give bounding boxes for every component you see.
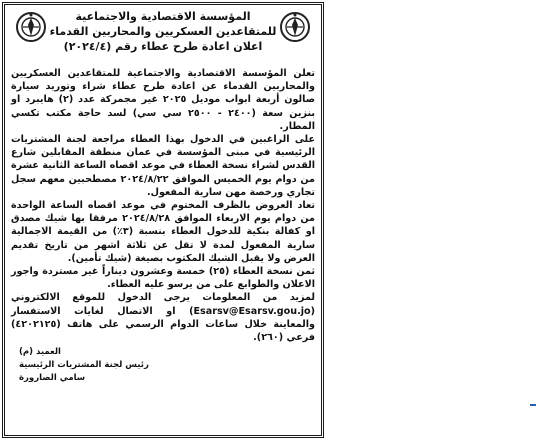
signature-role: رئيس لجنة المشتريات الرئيسية	[19, 360, 149, 371]
paragraph-price: ثمن نسخة العطاء (٢٥) خمسة وعشرون ديناراً غير مستردة واجور الاعلان والطوابع على من يرسو عليه العطاء.	[11, 266, 316, 291]
emblem-icon	[15, 11, 47, 43]
tender-title: اعلان اعادة طرح عطاء رقم (٢٠٢٤/٤)	[63, 40, 263, 53]
org-subtitle: للمتقاعدين العسكريين والمحاربين القدماء	[49, 25, 277, 38]
emblem-icon	[279, 11, 311, 43]
paragraph-submission: تعاد العروض بالظرف المختوم في موعد اقصاه الساعة الواحدة من دوام يوم الاربعاء الموافق ٢٠٢٤/٨/٢٨ مرفقا بها شيك مصدق او كفالة بنكية للدخول العطاء بنسبة (٣٪) من القيمة الاجمالية سارية المفعول لمدة لا تقل عن ثلاثة اشهر من تاريخ تقديم العرض ولا يقبل الشيك المكتوب بصيغة (شيك تأمين).	[11, 200, 315, 264]
signature-rank: العميد (م)	[19, 347, 61, 358]
paragraph-announcement: تعلن المؤسسة الاقتصادية والاجتماعية للمتقاعدين العسكريين والمحاربين القدماء عن اعادة طرح عطاء شراء وتوريد سيارة صالون أربعة ابواب موديل ٢٠٢٥ غير مجمركة عدد (٢) هايبرد او بنزين سعة (٢٤٠٠ - ٢٥٠٠ سي سي) لسد حاجة مكتب تكسي المطار.	[11, 68, 315, 132]
corner-mark	[530, 404, 536, 406]
ad-body	[11, 67, 315, 344]
ad-header	[11, 9, 315, 67]
signature-block	[11, 346, 315, 385]
paragraph-contact: لمزيد من المعلومات يرجى الدخول للموقع الالكتروني (Esarsv@Esarsv.gou.jo) او الاتصال لغايات الاستفسار والمعاينة خلال ساعات الدوام الرسمي على هاتف (٤٢٠٢١٢٥) فرعي (٢٦٠).	[11, 292, 315, 344]
tender-advertisement	[2, 2, 324, 438]
org-name: المؤسسة الاقتصادية والاجتماعية	[75, 10, 251, 23]
paragraph-purchase-instructions: على الراغبين في الدخول بهذا العطاء مراجعة لجنة المشتريات الرئيسية في مبنى المؤسسة في عمان منطقة المقابلين شارع القدس لشراء نسخة العطاء في موعد اقصاه الساعة الثانية عشرة من دوام يوم الخميس الموافق ٢٠٢٤/٨/٢٢ مصطحبين معهم سجل تجاري ورخصة مهن سارية المفعول.	[11, 134, 315, 198]
signature-name: سامي الصارورة	[19, 373, 86, 384]
